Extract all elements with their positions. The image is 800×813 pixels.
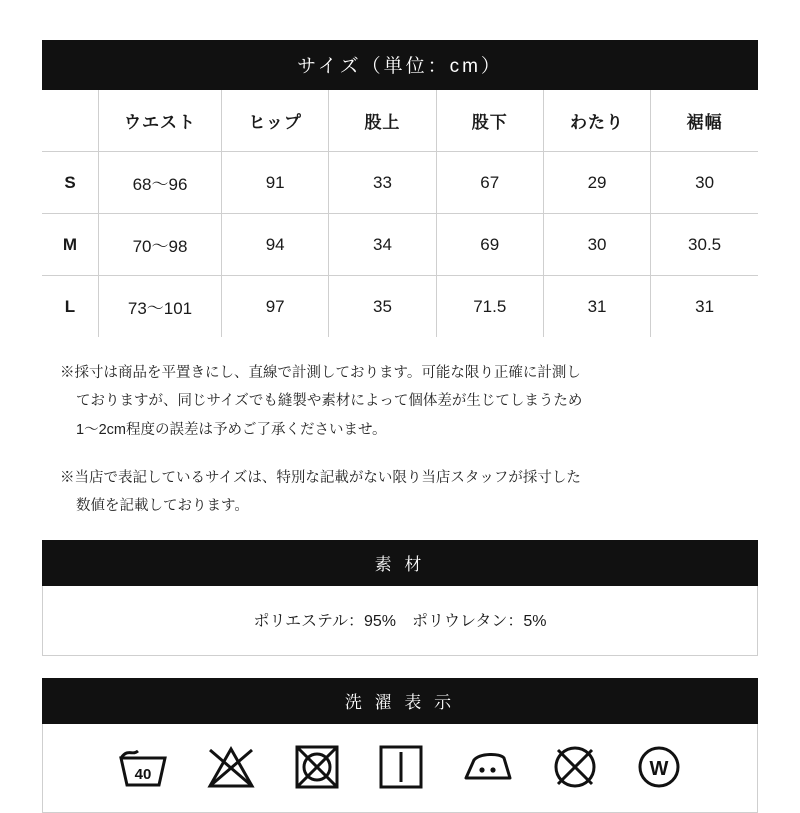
size-table-body <box>42 152 758 338</box>
cell-s-waist: 68〜96 <box>99 152 222 214</box>
staff-measure-note-line-2: 数値を記載しております。 <box>76 498 249 515</box>
row-header-l: L <box>42 276 99 338</box>
cell-l-hip: 97 <box>222 276 329 338</box>
wash-icon-row <box>43 744 757 790</box>
svg-text:40: 40 <box>134 766 152 784</box>
table-row <box>42 152 758 214</box>
measurement-note-line-3: 1〜2cm程度の誤差は予めご了承くださいませ。 <box>76 421 387 438</box>
no-bleach-icon <box>204 744 258 790</box>
cell-m-hip: 94 <box>222 214 329 276</box>
staff-measure-note <box>60 464 740 521</box>
material-section <box>42 540 758 656</box>
cell-m-thigh: 30 <box>543 214 650 276</box>
cell-m-rise: 34 <box>329 214 436 276</box>
cell-l-waist: 73〜101 <box>99 276 222 338</box>
cell-l-hem: 31 <box>651 276 758 338</box>
column-header-rise: 股上 <box>329 90 436 152</box>
iron-low-icon <box>460 744 516 790</box>
cell-l-thigh: 31 <box>543 276 650 338</box>
wash-40-icon <box>116 744 170 790</box>
measurement-note-line-2: ておりますが、同じサイズでも縫製や素材によって個体差が生じてしまうため <box>76 393 583 410</box>
cell-m-hem: 30.5 <box>651 214 758 276</box>
cell-s-hip: 91 <box>222 152 329 214</box>
column-header-waist: ウエスト <box>99 90 222 152</box>
row-header-s: S <box>42 152 99 214</box>
column-header-thigh: わたり <box>543 90 650 152</box>
wet-clean-w-icon <box>634 744 684 790</box>
cell-m-waist: 70〜98 <box>99 214 222 276</box>
size-table <box>42 90 758 337</box>
cell-l-inseam: 71.5 <box>436 276 543 338</box>
staff-measure-note-line-1: ※当店で表記しているサイズは、特別な記載がない限り当店スタッフが採寸した <box>60 469 581 486</box>
material-section-title: 素 材 <box>42 540 758 586</box>
size-section <box>42 40 758 337</box>
size-section-title: サイズ（単位：cm） <box>42 40 758 90</box>
table-header-row <box>42 90 758 152</box>
wash-section <box>42 678 758 813</box>
measurement-note <box>60 359 740 444</box>
column-header-hem: 裾幅 <box>651 90 758 152</box>
material-section-body: ポリエステル：95% ポリウレタン：5% <box>42 586 758 656</box>
cell-s-inseam: 67 <box>436 152 543 214</box>
size-table-head <box>42 90 758 152</box>
table-corner-cell <box>42 90 99 152</box>
cell-s-rise: 33 <box>329 152 436 214</box>
measurement-note-line-1: ※採寸は商品を平置きにし、直線で計測しております。可能な限り正確に計測し <box>60 365 581 381</box>
notes-section <box>42 359 758 520</box>
no-tumble-dry-icon <box>292 744 342 790</box>
column-header-hip: ヒップ <box>222 90 329 152</box>
wash-section-title: 洗 濯 表 示 <box>42 678 758 724</box>
table-row <box>42 214 758 276</box>
table-row <box>42 276 758 338</box>
cell-l-rise: 35 <box>329 276 436 338</box>
no-dryclean-icon <box>550 744 600 790</box>
row-header-m: M <box>42 214 99 276</box>
cell-m-inseam: 69 <box>436 214 543 276</box>
cell-s-hem: 30 <box>651 152 758 214</box>
svg-text:W: W <box>649 758 669 781</box>
column-header-inseam: 股下 <box>436 90 543 152</box>
drip-dry-line-icon <box>376 744 426 790</box>
cell-s-thigh: 29 <box>543 152 650 214</box>
